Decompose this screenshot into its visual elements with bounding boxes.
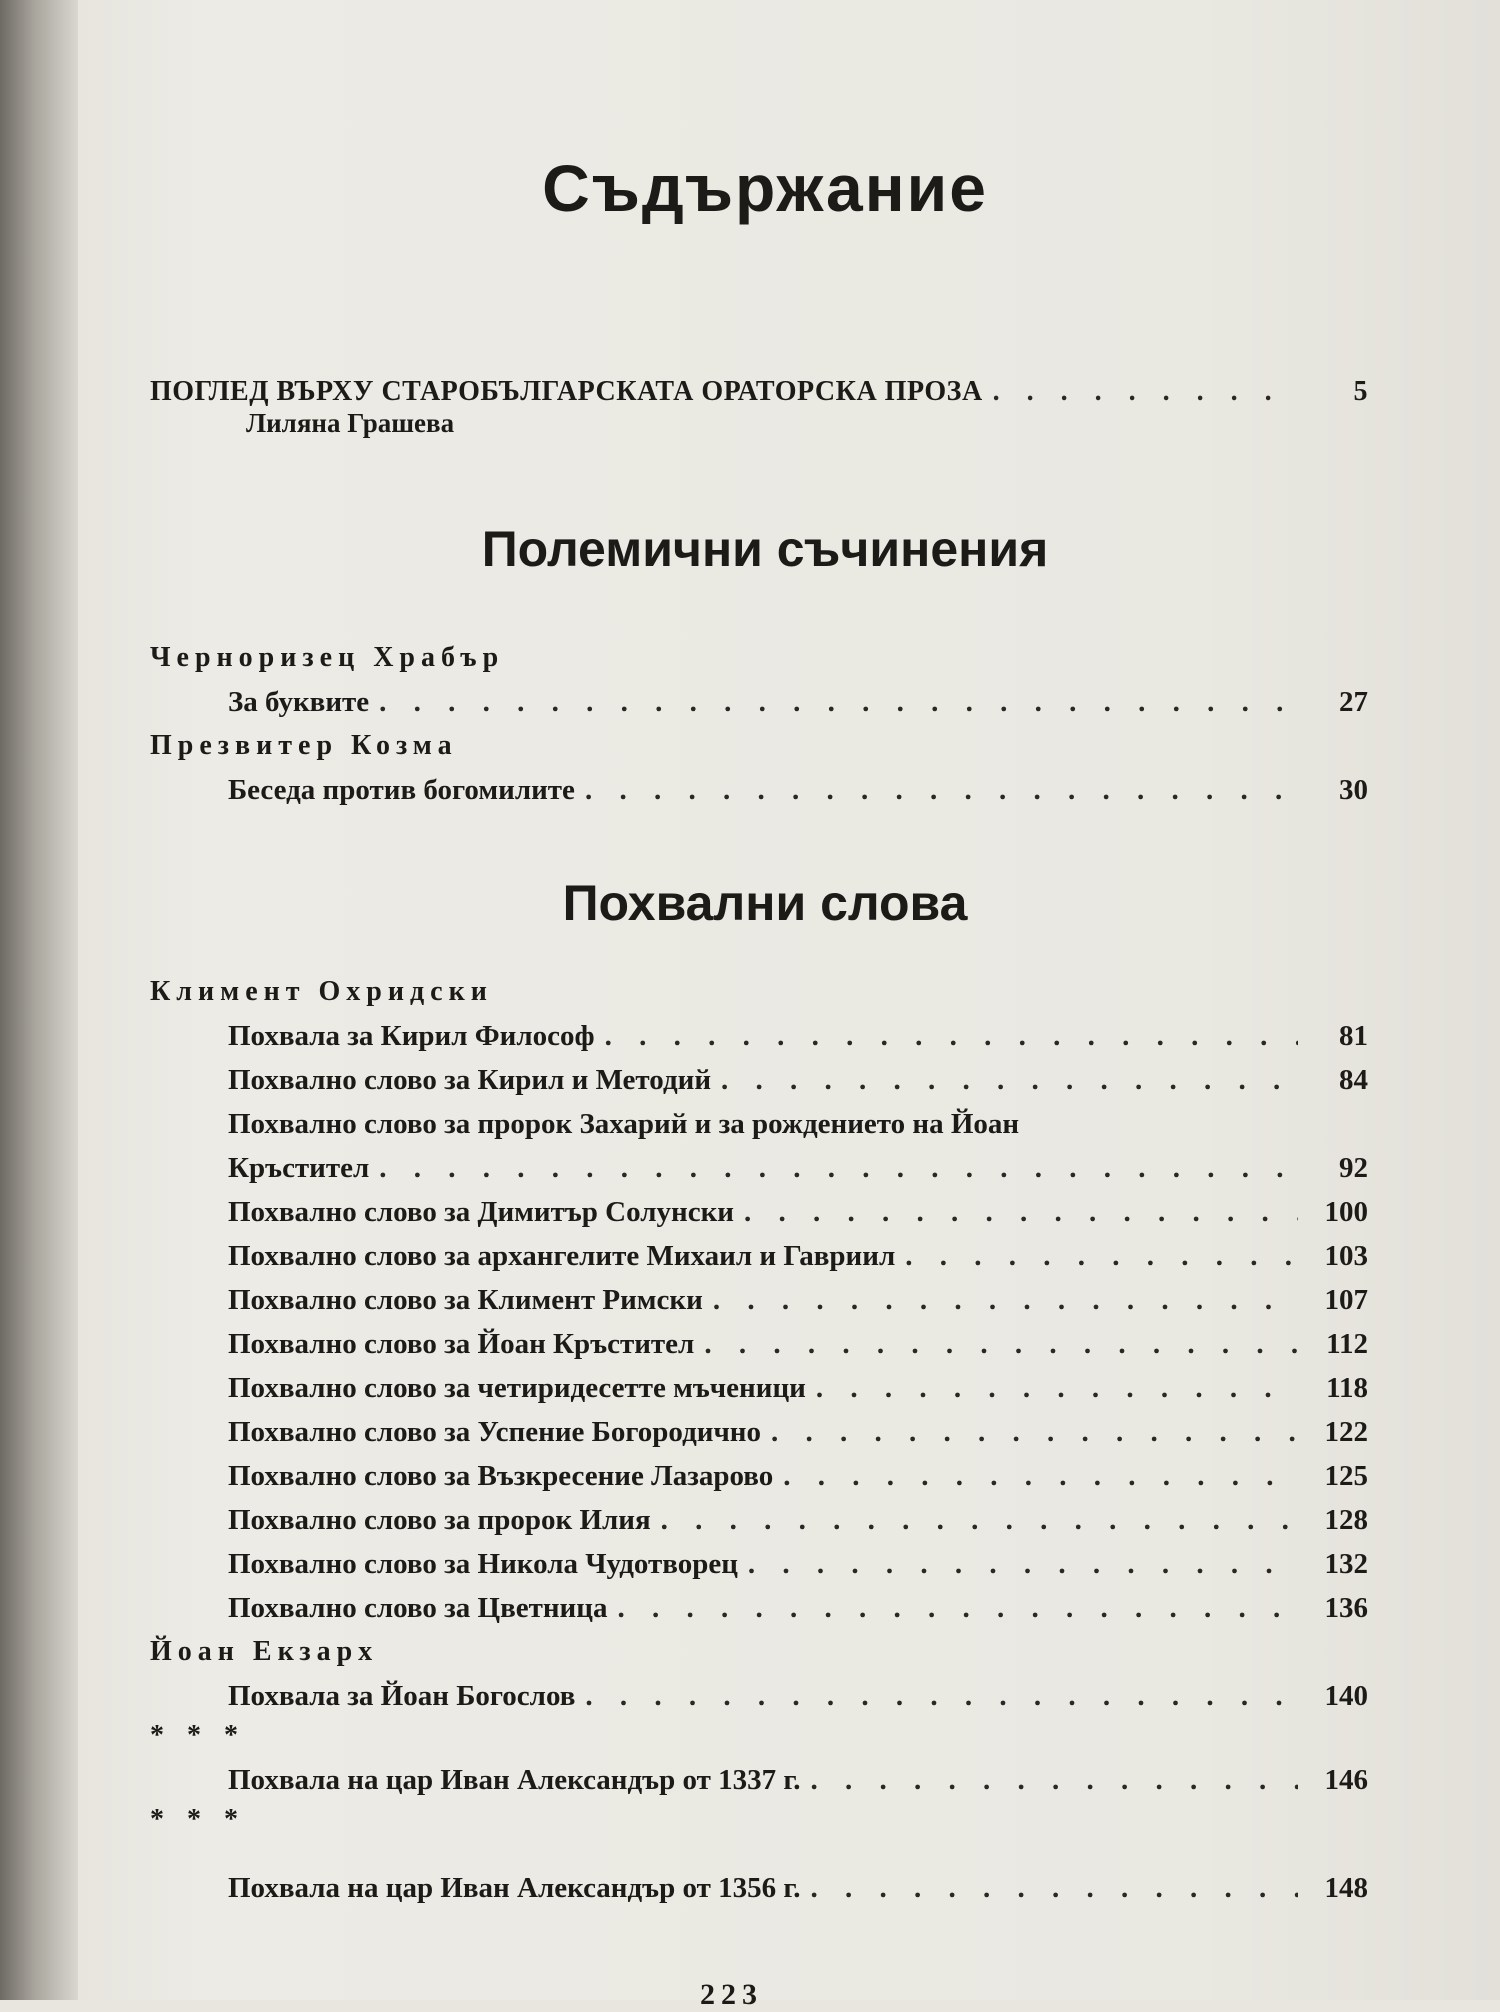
toc-entry[interactable] — [150, 1866, 1380, 1910]
toc-entry[interactable] — [150, 1278, 1380, 1322]
page-number: 122 — [1324, 1416, 1368, 1448]
page-number: 148 — [1324, 1872, 1368, 1904]
toc-entry[interactable] — [150, 1146, 1380, 1190]
entry-title-line1[interactable]: Похвално слово за пророк Захарий и за рождението на Йоан — [228, 1108, 1020, 1140]
book-spine — [0, 0, 78, 2000]
toc-entry[interactable] — [150, 1410, 1380, 1454]
toc-entry[interactable] — [150, 1542, 1380, 1586]
leader-dots — [905, 1234, 1298, 1278]
intro-author: Лиляна Грашева — [246, 408, 455, 438]
toc-entry[interactable] — [150, 1454, 1380, 1498]
leader-dots — [379, 680, 1298, 724]
leader-dots — [748, 1542, 1298, 1586]
spacer — [150, 1842, 1380, 1866]
author-name: Презвитер Козма — [150, 730, 458, 761]
entry-title: Похвално слово за Никола Чудотворец — [228, 1548, 738, 1580]
author-name: Черноризец Храбър — [150, 642, 505, 673]
leader-dots — [585, 768, 1298, 812]
entry-title: Похвално слово за архангелите Михаил и Гавриил — [228, 1240, 896, 1272]
page-title: Съдържание — [542, 151, 988, 225]
page-number: 118 — [1326, 1372, 1368, 1404]
entry-title: Похвално слово за Успение Богородично — [228, 1416, 762, 1448]
anonymous-marker: * * * — [150, 1804, 246, 1835]
page-number: 146 — [1324, 1764, 1368, 1796]
entry-title: Похвала на цар Иван Александър от 1356 г. — [228, 1872, 801, 1904]
leader-dots — [379, 1146, 1298, 1190]
page-number: 30 — [1339, 774, 1368, 806]
page-number: 81 — [1339, 1020, 1368, 1052]
leader-dots — [617, 1586, 1298, 1630]
leader-dots — [713, 1278, 1298, 1322]
leader-dots — [816, 1366, 1298, 1410]
entry-title: Похвално слово за четиридесетте мъченици — [228, 1372, 806, 1404]
page-number: 100 — [1324, 1196, 1368, 1228]
toc-entry[interactable] — [150, 1586, 1380, 1630]
author-name: Климент Охридски — [150, 976, 493, 1007]
entry-title: Похвала на цар Иван Александър от 1337 г. — [228, 1764, 801, 1796]
page-number: 5 — [1353, 376, 1368, 407]
entry-title: Похвално слово за Цветница — [228, 1592, 608, 1624]
page-number: 140 — [1324, 1680, 1368, 1712]
page-number: 128 — [1324, 1504, 1368, 1536]
page-number: 112 — [1326, 1328, 1368, 1360]
leader-dots — [721, 1058, 1298, 1102]
leader-dots — [783, 1454, 1298, 1498]
leader-dots — [744, 1190, 1298, 1234]
toc-entry[interactable] — [150, 1234, 1380, 1278]
page-number: 84 — [1339, 1064, 1368, 1096]
anonymous-marker: * * * — [150, 1720, 246, 1751]
leader-dots — [771, 1410, 1298, 1454]
page-number: 27 — [1339, 686, 1368, 718]
entry-title: Похвално слово за Димитър Солунски — [228, 1196, 734, 1228]
entry-title: Похвално слово за Кирил и Методий — [228, 1064, 712, 1096]
leader-dots — [993, 376, 1298, 408]
toc-entry[interactable] — [150, 1498, 1380, 1542]
entry-title: Похвала за Йоан Богослов — [228, 1680, 576, 1712]
toc-entry[interactable] — [150, 1058, 1380, 1102]
entry-title: Похвално слово за пророк Илия — [228, 1504, 651, 1536]
entry-title: Беседа против богомилите — [228, 774, 575, 806]
page-number: 125 — [1324, 1460, 1368, 1492]
entry-title: За буквите — [228, 686, 370, 718]
author-name: Йоан Екзарх — [150, 1636, 379, 1667]
leader-dots — [661, 1498, 1298, 1542]
footer-page-number: 223 — [700, 1978, 763, 2011]
page-number: 103 — [1324, 1240, 1368, 1272]
toc-entry[interactable] — [150, 1190, 1380, 1234]
leader-dots — [704, 1322, 1298, 1366]
intro-title: ПОГЛЕД ВЪРХУ СТАРОБЪЛГАРСКАТА ОРАТОРСКА ПРОЗА — [150, 376, 983, 407]
entry-title-line2: Кръстител — [228, 1152, 370, 1184]
toc-entry[interactable] — [150, 768, 1380, 812]
table-of-contents — [150, 150, 1380, 1910]
entry-title: Похвално слово за Климент Римски — [228, 1284, 703, 1316]
toc-entry-intro[interactable] — [150, 376, 1380, 408]
page-number: 136 — [1324, 1592, 1368, 1624]
toc-entry[interactable] — [150, 1322, 1380, 1366]
leader-dots — [810, 1758, 1298, 1802]
section-heading-praise: Похвални слова — [562, 875, 968, 931]
toc-entry[interactable] — [150, 680, 1380, 724]
leader-dots — [810, 1866, 1298, 1910]
leader-dots — [585, 1674, 1298, 1718]
toc-entry[interactable] — [150, 1014, 1380, 1058]
leader-dots — [605, 1014, 1298, 1058]
entry-title: Похвала за Кирил Философ — [228, 1020, 595, 1052]
entry-title: Похвално слово за Възкресение Лазарово — [228, 1460, 774, 1492]
toc-entry[interactable] — [150, 1758, 1380, 1802]
page-number: 132 — [1324, 1548, 1368, 1580]
page-number: 107 — [1324, 1284, 1368, 1316]
toc-entry[interactable] — [150, 1674, 1380, 1718]
page-number: 92 — [1339, 1152, 1368, 1184]
section-heading-polemic: Полемични съчинения — [481, 521, 1049, 577]
toc-entry[interactable] — [150, 1366, 1380, 1410]
entry-title: Похвално слово за Йоан Кръстител — [228, 1328, 695, 1360]
